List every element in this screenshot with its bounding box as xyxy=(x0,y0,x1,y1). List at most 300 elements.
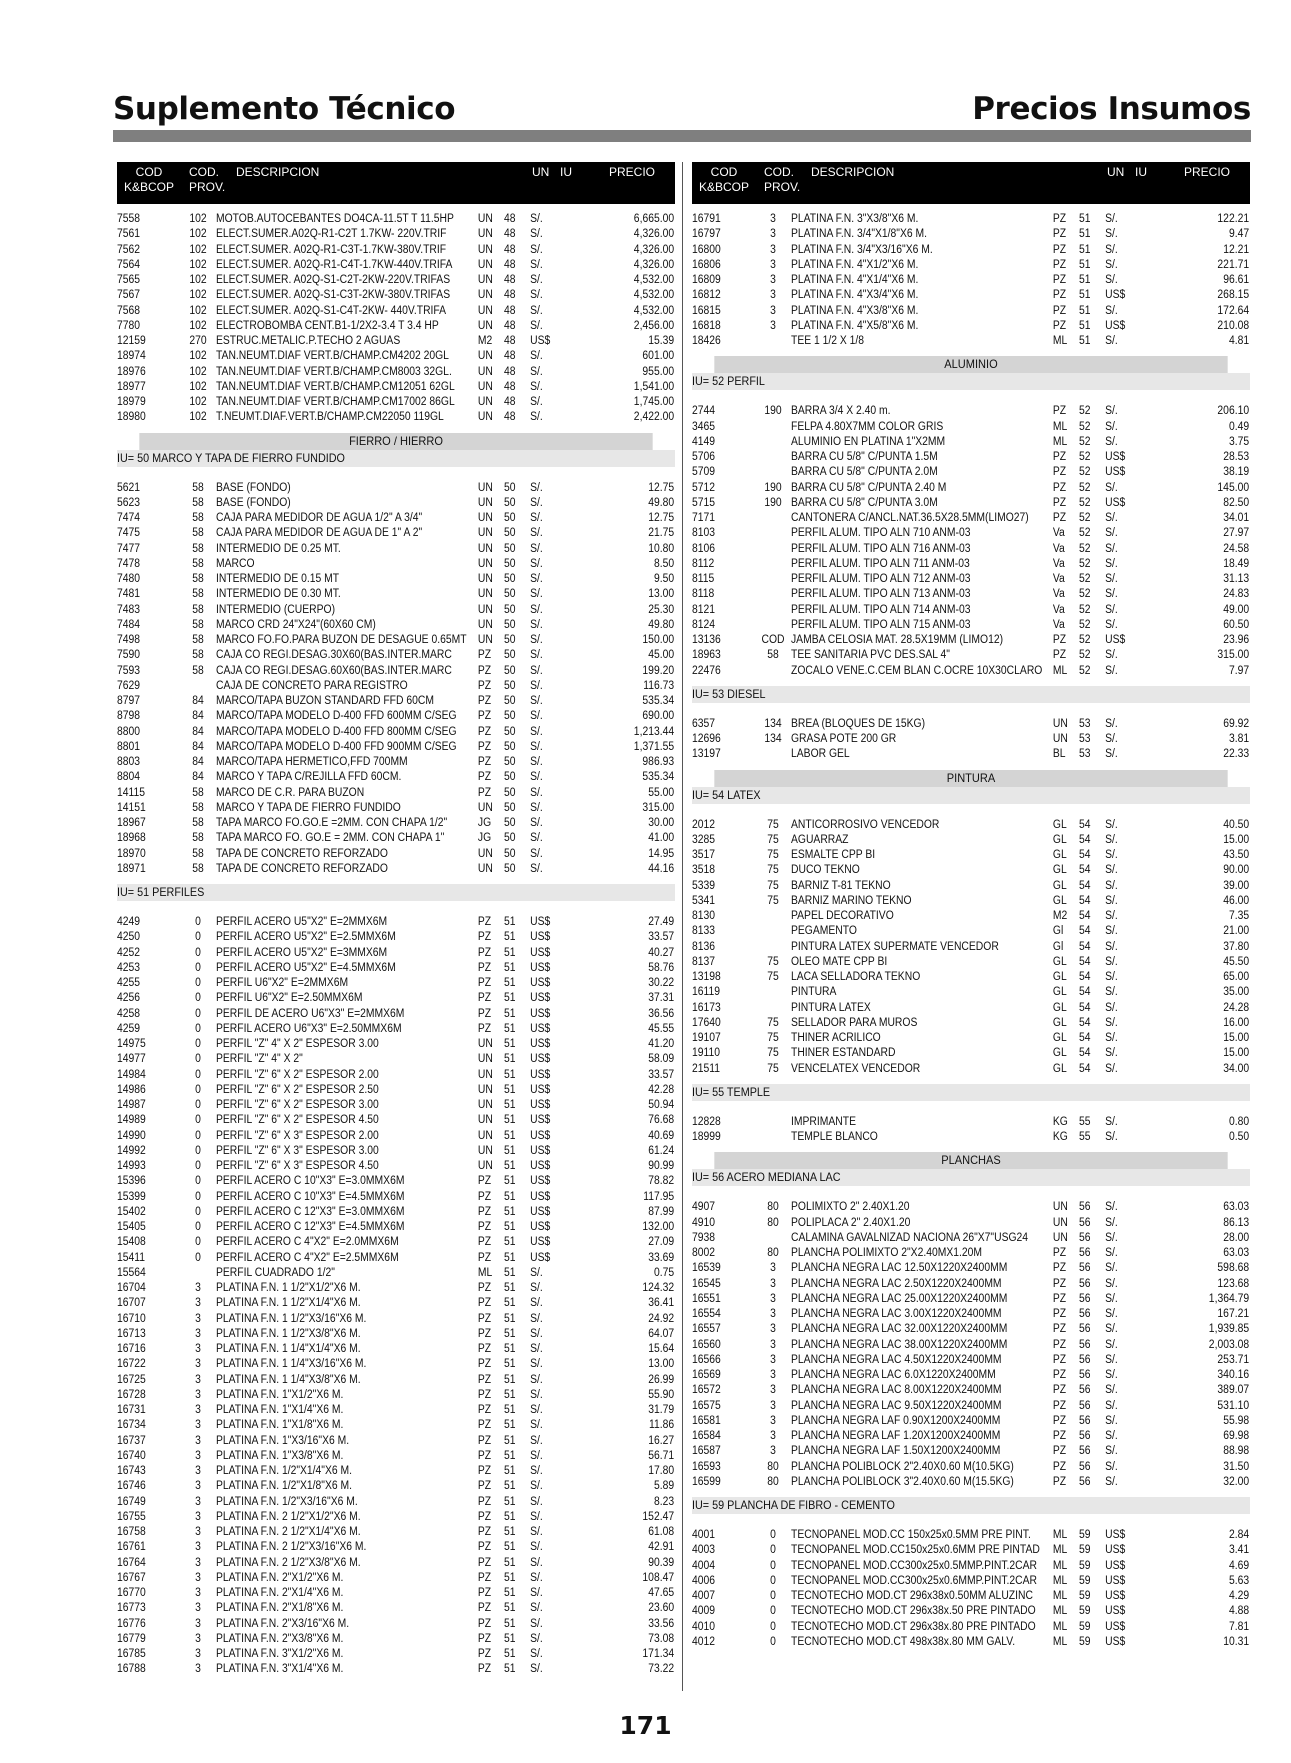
table-row xyxy=(117,1418,675,1433)
iu-code: 59 xyxy=(1079,1605,1091,1618)
item-code: 16728 xyxy=(117,1388,146,1401)
unit: UN xyxy=(1052,1216,1068,1229)
iu-code: 54 xyxy=(1079,1047,1091,1060)
supplier-code: 3 xyxy=(195,1571,201,1584)
currency: US$ xyxy=(1105,1635,1126,1648)
price: 9.50 xyxy=(653,573,675,585)
item-code: 16551 xyxy=(692,1292,721,1305)
item-code: 4255 xyxy=(117,977,141,989)
item-code: 18970 xyxy=(117,847,146,860)
table-row xyxy=(117,1052,675,1067)
item-code: 4259 xyxy=(117,1022,141,1035)
supplier-code: 102 xyxy=(189,258,207,271)
item-description: PLANCHA NEGRA LAC 8.00X1220X2400MM xyxy=(791,1384,1002,1397)
unit: PZ xyxy=(1052,1277,1067,1290)
price: 9.47 xyxy=(1228,228,1250,241)
iu-code: 50 xyxy=(504,679,516,692)
price: 18.49 xyxy=(1223,557,1250,570)
unit: ML xyxy=(1052,1574,1068,1587)
supplier-code: 58 xyxy=(192,603,204,616)
unit: PZ xyxy=(477,1617,492,1630)
supplier-code: 3 xyxy=(195,1465,201,1477)
table-row xyxy=(117,334,675,349)
price: 13.00 xyxy=(648,588,675,601)
item-code: 7561 xyxy=(117,228,141,241)
item-code: 8112 xyxy=(692,557,715,570)
unit: JG xyxy=(477,817,492,829)
supplier-code: 3 xyxy=(770,1277,776,1290)
table-row xyxy=(692,879,1250,894)
price: 36.41 xyxy=(648,1297,675,1310)
supplier-code: 270 xyxy=(189,335,207,347)
unit: UN xyxy=(477,213,493,225)
item-code: 18967 xyxy=(117,817,146,829)
price: 65.00 xyxy=(1223,971,1250,983)
table-row xyxy=(117,349,675,364)
item-code: 16731 xyxy=(117,1404,146,1416)
price: 4.88 xyxy=(1228,1605,1250,1618)
item-code: 14151 xyxy=(117,801,146,814)
table-row xyxy=(692,1399,1250,1414)
item-code: 4907 xyxy=(692,1201,716,1214)
unit: PZ xyxy=(1052,289,1067,302)
table-row xyxy=(692,648,1250,663)
item-code: 8118 xyxy=(692,588,715,601)
supplier-code: 3 xyxy=(770,213,776,225)
item-description: VENCELATEX VENCEDOR xyxy=(791,1062,921,1075)
price: 12.75 xyxy=(648,481,675,494)
item-description: INTERMEDIO DE 0.15 MT xyxy=(216,573,340,585)
item-code: 3465 xyxy=(692,420,716,433)
iu-code: 54 xyxy=(1079,1016,1091,1029)
iu-code: 51 xyxy=(504,1617,516,1630)
unit: ML xyxy=(1052,1544,1068,1557)
unit: GL xyxy=(1052,849,1067,861)
price: 35.00 xyxy=(1223,986,1250,999)
item-description: PERFIL "Z" 6" X 2" ESPESOR 4.50 xyxy=(216,1114,379,1127)
row-group xyxy=(692,818,1250,1077)
item-description: BARRA CU 5/8" C/PUNTA 2.0M xyxy=(791,466,938,479)
item-description: PLATINA F.N. 2"X1/8"X6 M. xyxy=(216,1602,344,1615)
iu-code: 54 xyxy=(1079,1001,1091,1014)
item-description: PERFIL ACERO U6"X3" E=2.50MMX6M xyxy=(216,1022,402,1035)
item-code: 7558 xyxy=(117,213,141,225)
table-row xyxy=(117,1251,675,1266)
item-description: MARCO Y TAPA C/REJILLA FFD 60CM. xyxy=(216,771,402,784)
iu-code: 51 xyxy=(504,931,516,944)
item-code: 14987 xyxy=(117,1099,146,1111)
currency: US$ xyxy=(1105,496,1126,509)
table-row xyxy=(117,915,675,930)
price: 3.75 xyxy=(1228,435,1250,448)
item-description: BREA (BLOQUES DE 15KG) xyxy=(791,717,926,730)
item-description: PAPEL DECORATIVO xyxy=(791,910,894,922)
price: 167.21 xyxy=(1217,1308,1250,1320)
unit: UN xyxy=(477,512,493,524)
currency: S/. xyxy=(530,1465,543,1477)
price: 82.50 xyxy=(1223,496,1250,509)
iu-code: 51 xyxy=(504,1373,516,1386)
iu-code: 51 xyxy=(504,1419,516,1432)
currency: S/. xyxy=(530,1297,543,1310)
supplier-code: 3 xyxy=(195,1495,201,1508)
currency: US$ xyxy=(530,1205,551,1218)
unit: PZ xyxy=(477,1632,492,1645)
table-row xyxy=(117,365,675,380)
item-description: PERFIL ACERO U5"X2" E=2MMX6M xyxy=(216,916,388,928)
price: 33.69 xyxy=(648,1251,675,1264)
supplier-code: 0 xyxy=(195,1236,201,1249)
item-description: PERFIL ACERO C 12"X3" E=4.5MMX6M xyxy=(216,1221,405,1233)
iu-code: 51 xyxy=(504,1251,516,1264)
table-row xyxy=(117,1327,675,1342)
price: 124.32 xyxy=(642,1282,675,1294)
currency: US$ xyxy=(530,1251,551,1264)
table-row xyxy=(692,747,1250,762)
item-code: 16572 xyxy=(692,1384,721,1397)
supplier-code: 0 xyxy=(195,916,201,928)
item-code: 14986 xyxy=(117,1083,146,1096)
price: 86.13 xyxy=(1223,1216,1250,1229)
supplier-code: 75 xyxy=(767,955,779,968)
item-code: 7478 xyxy=(117,557,141,570)
table-row xyxy=(692,587,1250,602)
currency: S/. xyxy=(1105,1308,1118,1320)
category-header: PLANCHAS xyxy=(714,1152,1227,1169)
currency: S/. xyxy=(530,1266,543,1279)
unit: PZ xyxy=(477,1007,492,1020)
supplier-code: 3 xyxy=(770,319,776,332)
item-description: TEE 1 1/2 X 1/8 xyxy=(791,335,865,347)
price: 0.49 xyxy=(1228,420,1250,433)
item-code: 16749 xyxy=(117,1495,146,1508)
iu-code: 50 xyxy=(504,557,516,570)
price: 14.95 xyxy=(648,847,675,860)
supplier-code: 0 xyxy=(770,1559,776,1572)
unit: Va xyxy=(1052,573,1065,585)
price: 58.09 xyxy=(648,1053,675,1066)
table-row xyxy=(692,633,1250,648)
table-row xyxy=(692,985,1250,1000)
item-code: 5341 xyxy=(692,894,716,907)
table-row xyxy=(117,664,675,679)
supplier-code: 3 xyxy=(195,1434,201,1447)
unit: PZ xyxy=(1052,466,1067,479)
item-description: PLANCHA NEGRA LAC 25.00X1220X2400MM xyxy=(791,1292,1008,1305)
item-code: 4249 xyxy=(117,916,141,928)
unit: GL xyxy=(1052,864,1067,877)
item-code: 19110 xyxy=(692,1047,721,1060)
item-code: 16713 xyxy=(117,1327,146,1340)
item-description: PLANCHA NEGRA LAC 9.50X1220X2400MM xyxy=(791,1399,1002,1412)
price: 535.34 xyxy=(642,771,675,784)
price: 2,003.08 xyxy=(1208,1338,1250,1351)
table-row xyxy=(117,694,675,709)
iu-code: 56 xyxy=(1079,1369,1091,1381)
item-code: 16575 xyxy=(692,1399,721,1412)
currency: S/. xyxy=(1105,1430,1118,1442)
iu-code: 54 xyxy=(1079,864,1091,877)
item-description: ALUMINIO EN PLATINA 1"X2MM xyxy=(791,435,946,448)
unit: GL xyxy=(1052,1047,1067,1060)
unit: UN xyxy=(477,1099,493,1111)
item-code: 16119 xyxy=(692,986,721,999)
currency: S/. xyxy=(1105,573,1118,585)
item-code: 16560 xyxy=(692,1338,721,1351)
unit: PZ xyxy=(1052,1384,1067,1397)
iu-code: 48 xyxy=(504,319,516,332)
table-row xyxy=(692,970,1250,985)
item-description: PLANCHA NEGRA LAC 3.00X1220X2400MM xyxy=(791,1308,1002,1320)
unit: PZ xyxy=(477,1541,492,1554)
currency: S/. xyxy=(1105,588,1118,601)
price: 34.01 xyxy=(1223,512,1250,524)
item-code: 13197 xyxy=(692,748,721,761)
table-row xyxy=(692,1292,1250,1307)
unit: PZ xyxy=(477,1282,492,1294)
item-code: 5706 xyxy=(692,451,716,463)
currency: S/. xyxy=(1105,1292,1118,1305)
supplier-code: 3 xyxy=(770,1430,776,1442)
table-row xyxy=(117,1388,675,1403)
currency: US$ xyxy=(1105,319,1126,332)
item-description: PLATINA F.N. 2 1/2"X3/8"X6 M. xyxy=(216,1556,361,1569)
table-row xyxy=(692,435,1250,450)
price: 0.50 xyxy=(1228,1131,1250,1143)
iu-code: 51 xyxy=(504,1571,516,1584)
item-code: 4149 xyxy=(692,435,716,448)
supplier-code: 75 xyxy=(767,818,779,831)
unit: UN xyxy=(477,1083,493,1096)
item-code: 14992 xyxy=(117,1144,146,1157)
iu-code: 52 xyxy=(1079,420,1091,433)
iu-code: 50 xyxy=(504,725,516,738)
price: 24.92 xyxy=(648,1312,675,1325)
table-row xyxy=(117,1586,675,1601)
currency: S/. xyxy=(1105,420,1118,433)
price: 10.80 xyxy=(648,542,675,555)
item-description: PLANCHA NEGRA LAC 12.50X1220X2400MM xyxy=(791,1262,1008,1275)
item-description: BARRA CU 5/8" C/PUNTA 1.5M xyxy=(791,451,938,463)
item-description: ZOCALO VENE.C.CEM BLAN C.OCRE 10X30CLARO xyxy=(791,664,1043,677)
currency: S/. xyxy=(530,1617,543,1630)
price: 12.75 xyxy=(648,512,675,524)
item-code: 4253 xyxy=(117,961,141,974)
unit: PZ xyxy=(477,1526,492,1538)
unit: ML xyxy=(1052,420,1068,433)
item-description: TECNOPANEL MOD.CC300x25x0.5MMP.PINT.2CAR xyxy=(791,1559,1037,1572)
supplier-code: 80 xyxy=(767,1475,779,1488)
unit: UN xyxy=(477,1144,493,1157)
supplier-code: 3 xyxy=(195,1373,201,1386)
item-code: 18968 xyxy=(117,832,146,845)
item-code: 7480 xyxy=(117,573,141,585)
supplier-code: 75 xyxy=(767,971,779,983)
table-row xyxy=(692,1635,1250,1650)
item-description: PERFIL ALUM. TIPO ALN 712 ANM-03 xyxy=(791,573,971,585)
item-description: PLATINA F.N. 2"X1/2"X6 M. xyxy=(216,1571,344,1584)
supplier-code: 0 xyxy=(770,1620,776,1633)
item-description: PLANCHA POLIBLOCK 2"2.40X0.60 M(10.5KG) xyxy=(791,1460,1014,1473)
table-row xyxy=(117,1617,675,1632)
unit: PZ xyxy=(1052,1445,1067,1458)
price: 15.39 xyxy=(648,335,675,347)
item-description: PLANCHA NEGRA LAC 2.50X1220X2400MM xyxy=(791,1277,1002,1290)
item-code: 16773 xyxy=(117,1602,146,1615)
item-description: PLATINA F.N. 3"X1/2"X6 M. xyxy=(216,1648,344,1660)
unit: PZ xyxy=(477,1465,492,1477)
unit: PZ xyxy=(477,1327,492,1340)
iu-code: 48 xyxy=(504,213,516,225)
currency: US$ xyxy=(530,335,551,347)
price: 24.58 xyxy=(1223,542,1250,555)
header-iu: IU xyxy=(1135,165,1147,179)
unit: PZ xyxy=(477,961,492,974)
row-group xyxy=(692,1528,1250,1650)
item-description: PERFIL DE ACERO U6"X3" E=2MMX6M xyxy=(216,1007,405,1020)
supplier-code: 3 xyxy=(770,1338,776,1351)
price: 1,939.85 xyxy=(1208,1323,1250,1336)
price: 389.07 xyxy=(1217,1384,1250,1397)
supplier-code: 58 xyxy=(192,557,204,570)
table-row xyxy=(692,542,1250,557)
unit: UN xyxy=(477,573,493,585)
unit: PZ xyxy=(477,931,492,944)
unit: UN xyxy=(477,1068,493,1081)
item-code: 8803 xyxy=(117,756,141,768)
unit: PZ xyxy=(477,1510,492,1523)
table-row xyxy=(692,1001,1250,1016)
unit: GL xyxy=(1052,879,1067,892)
unit: Va xyxy=(1052,557,1065,570)
item-description: PINTURA LATEX SUPERMATE VENCEDOR xyxy=(791,940,999,953)
unit: UN xyxy=(477,481,493,494)
iu-code: 56 xyxy=(1079,1292,1091,1305)
unit: PZ xyxy=(1052,1323,1067,1336)
table-row xyxy=(117,1479,675,1494)
unit: ML xyxy=(1052,1559,1068,1572)
row-group xyxy=(117,212,675,426)
price: 16.00 xyxy=(1223,1016,1250,1029)
currency: US$ xyxy=(1105,289,1126,302)
supplier-code: 0 xyxy=(195,1083,201,1096)
supplier-code: 0 xyxy=(770,1605,776,1618)
table-row xyxy=(117,304,675,319)
currency: S/. xyxy=(1105,818,1118,831)
unit: PZ xyxy=(477,1556,492,1569)
item-code: 18426 xyxy=(692,335,721,347)
iu-code: 51 xyxy=(504,961,516,974)
currency: S/. xyxy=(1105,955,1118,968)
price: 0.80 xyxy=(1228,1115,1250,1128)
item-description: PLATINA F.N. 3/4"X3/16"X6 M. xyxy=(791,243,933,256)
currency: S/. xyxy=(1105,1369,1118,1381)
price: 49.00 xyxy=(1223,603,1250,616)
price: 44.16 xyxy=(648,862,675,875)
supplier-code: 102 xyxy=(189,243,207,256)
supplier-code: 0 xyxy=(195,1160,201,1172)
currency: S/. xyxy=(530,832,543,845)
unit: KG xyxy=(1052,1131,1068,1143)
table-row xyxy=(692,1062,1250,1077)
supplier-code: 3 xyxy=(195,1663,201,1676)
iu-code: 54 xyxy=(1079,833,1091,846)
currency: S/. xyxy=(1105,1323,1118,1336)
table-row xyxy=(117,496,675,511)
unit: PZ xyxy=(477,664,492,677)
currency: S/. xyxy=(1105,1475,1118,1488)
iu-code: 56 xyxy=(1079,1353,1091,1366)
item-code: 4004 xyxy=(692,1559,716,1572)
item-code: 18963 xyxy=(692,649,721,662)
currency: S/. xyxy=(530,756,543,768)
row-group xyxy=(692,1115,1250,1146)
unit: Va xyxy=(1052,542,1065,555)
item-code: 2012 xyxy=(692,818,716,831)
price: 41.00 xyxy=(648,832,675,845)
item-code: 4001 xyxy=(692,1529,716,1541)
row-group xyxy=(117,481,675,878)
table-row xyxy=(117,1220,675,1235)
currency: S/. xyxy=(1105,1016,1118,1029)
price: 39.00 xyxy=(1223,879,1250,892)
price: 42.91 xyxy=(648,1541,675,1554)
iu-code: 51 xyxy=(1079,258,1091,271)
item-description: CANTONERA C/ANCL.NAT.36.5X28.5MM(LIMO27) xyxy=(791,512,1029,524)
table-row xyxy=(692,1414,1250,1429)
currency: S/. xyxy=(530,634,543,646)
currency: S/. xyxy=(530,1587,543,1599)
item-description: MARCO Y TAPA DE FIERRO FUNDIDO xyxy=(216,801,401,814)
item-description: PLATINA F.N. 1"X3/16"X6 M. xyxy=(216,1434,350,1447)
supplier-code: 75 xyxy=(767,1047,779,1060)
iu-code: 56 xyxy=(1079,1231,1091,1244)
iu-code: 59 xyxy=(1079,1544,1091,1557)
unit: KG xyxy=(1052,1115,1068,1128)
iu-code: 56 xyxy=(1079,1384,1091,1397)
item-description: PLANCHA NEGRA LAC 32.00X1220X2400MM xyxy=(791,1323,1008,1336)
price: 90.39 xyxy=(648,1556,675,1569)
currency: S/. xyxy=(1105,925,1118,938)
unit: UN xyxy=(477,618,493,631)
item-description: DUCO TEKNO xyxy=(791,864,860,877)
currency: US$ xyxy=(1105,1544,1126,1557)
price: 33.57 xyxy=(648,931,675,944)
unit: PZ xyxy=(477,1251,492,1264)
item-code: 2744 xyxy=(692,405,716,418)
item-code: 15396 xyxy=(117,1175,146,1188)
price: 4,532.00 xyxy=(633,304,675,317)
table-row xyxy=(117,557,675,572)
currency: S/. xyxy=(530,1556,543,1569)
currency: US$ xyxy=(530,916,551,928)
iu-code: 56 xyxy=(1079,1475,1091,1488)
supplier-code: 3 xyxy=(195,1358,201,1371)
row-group xyxy=(692,404,1250,679)
price: 150.00 xyxy=(642,634,675,646)
item-description: PINTURA LATEX xyxy=(791,1001,871,1014)
currency: US$ xyxy=(530,1022,551,1035)
table-row xyxy=(117,587,675,602)
iu-code: 51 xyxy=(504,916,516,928)
currency: S/. xyxy=(1105,335,1118,347)
item-description: PLATINA F.N. 1"X3/8"X6 M. xyxy=(216,1449,344,1462)
item-code: 16566 xyxy=(692,1353,721,1366)
unit: PZ xyxy=(1052,1414,1067,1427)
supplier-code: 0 xyxy=(195,1175,201,1188)
currency: S/. xyxy=(530,1449,543,1462)
iu-code: 54 xyxy=(1079,955,1091,968)
